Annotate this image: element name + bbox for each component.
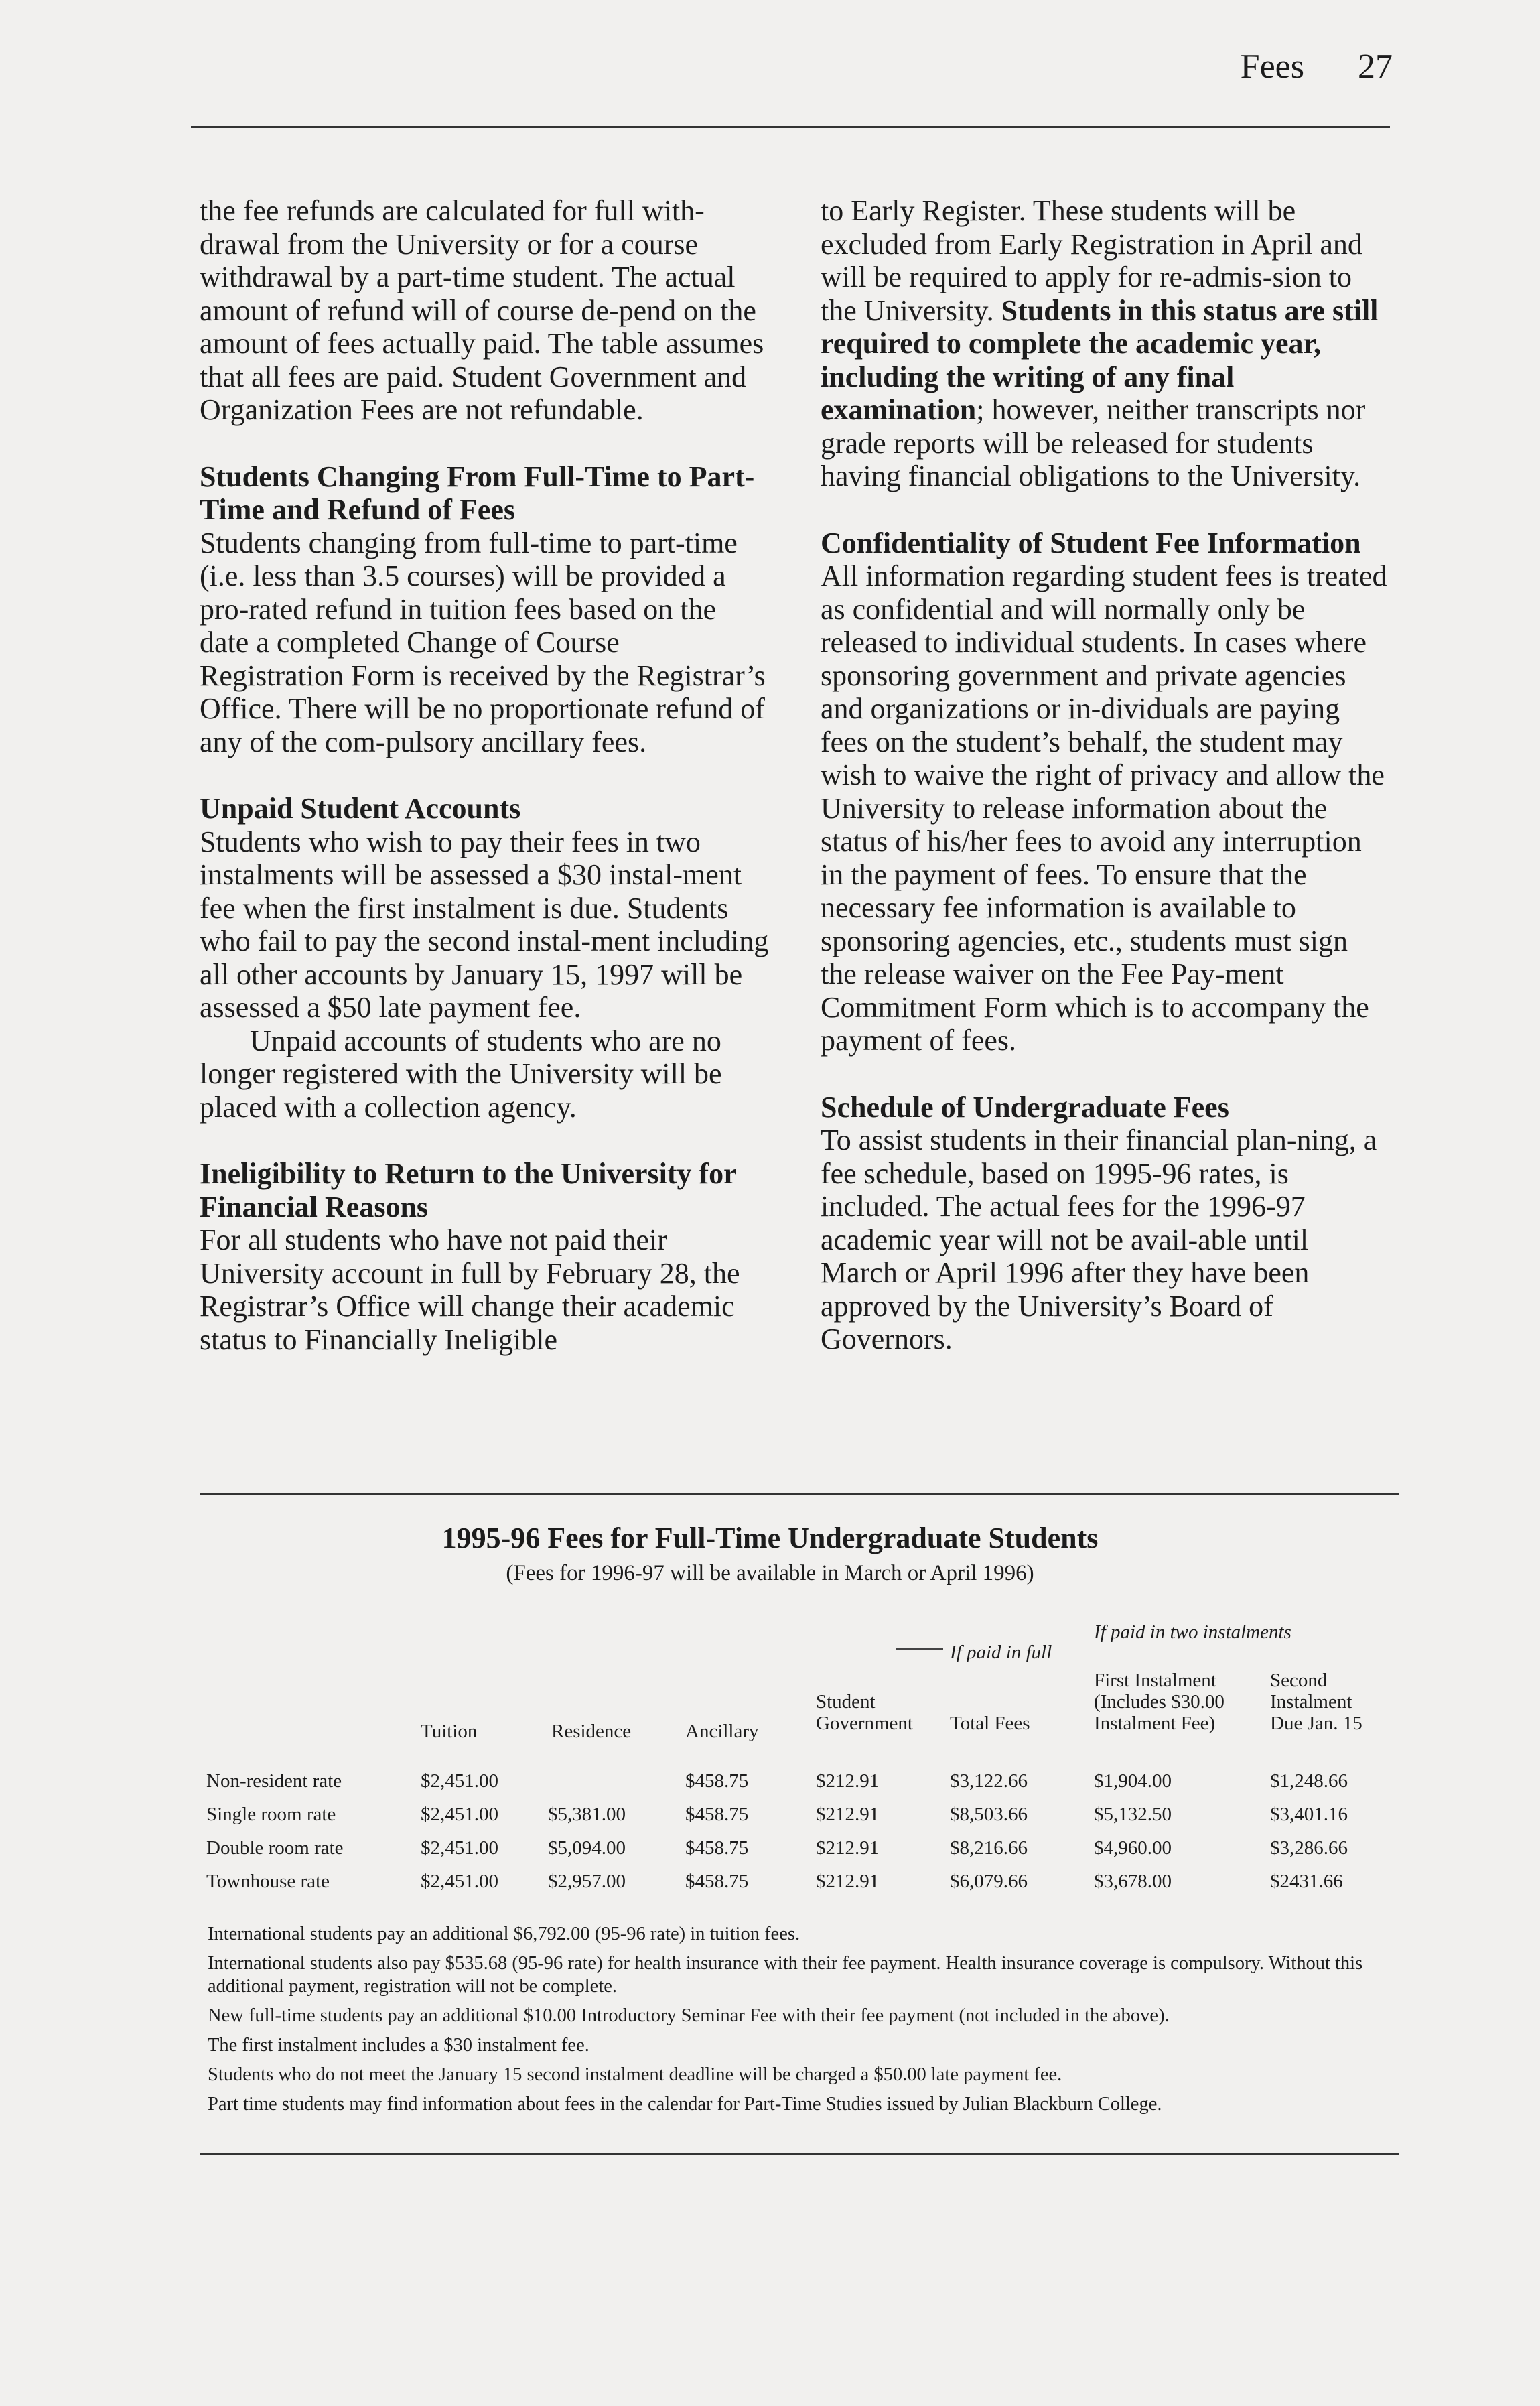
running-head [1241,47,1393,86]
fee-notes [208,1923,1393,2123]
heading-full-to-part-time: Students Changing From Full-Time to Part-Time and Refund of Fees [200,460,755,526]
first-instalment-cell: $1,904.00 [1094,1770,1172,1792]
header-first-instalment-3: Instalment Fee) [1094,1713,1216,1734]
tuition-cell: $2,451.00 [421,1871,498,1892]
ancillary-cell: $458.75 [685,1804,749,1825]
row-label: Non-resident rate [206,1770,342,1792]
table-row [200,1804,1399,1837]
table-row [200,1770,1399,1804]
schedule-paragraph: To assist students in their financial plan-ning, a fee schedule, based on 1995-96 rates, is included. The actual fees for the 1996-97 academic year will not be avail-able until March or April 1996 after they have been approved by the University’s Board of Governors. [821,1124,1377,1355]
header-total-fees: Total Fees [950,1713,1030,1734]
total-fees-cell: $6,079.66 [950,1871,1028,1892]
page-number: 27 [1358,48,1393,86]
early-register-text-end: ; however, neither transcripts nor grade reports will be released for students having financial obligations to the University. [821,393,1366,492]
ineligibility-paragraph: For all students who have not paid their University account in full by February 28, the Registrar’s Office will change their academic status to Financially Ineligible [200,1223,740,1356]
header-residence: Residence [551,1721,632,1742]
confidentiality-paragraph: All information regarding student fees is treated as confidential and will normally only be released to individual students. In cases where sponsoring government and private agencies and organizations or in-dividuals are paying fees on the student’s behalf, the student may wish to waive the right of privacy and allow the University to release information about the status of his/her fees to avoid any interruption in the payment of fees. To ensure that the necessary fee information is available to sponsoring agencies, etc., students must sign the release waiver on the Fee Pay-ment Commitment Form which is to accompany the payment of fees. [821,559,1387,1057]
section-title: Fees [1240,48,1304,86]
second-instalment-cell: $3,286.66 [1270,1837,1348,1859]
first-instalment-cell: $5,132.50 [1094,1804,1172,1825]
note-part-time: Part time students may find information about fees in the calendar for Part-Time Studies issued by Julian Blackburn College. [208,2094,1162,2115]
header-second-instalment-1: Second [1270,1670,1328,1691]
ancillary-cell: $458.75 [685,1871,749,1892]
second-instalment-cell: $1,248.66 [1270,1770,1348,1792]
second-instalment-cell: $3,401.16 [1270,1804,1348,1825]
student-gov-cell: $212.91 [816,1804,880,1825]
early-register-bold-text: Students in this status are still required to complete the academic year, including the writing of any final examination [821,293,1379,426]
collection-agency-paragraph: Unpaid accounts of students who are no longer registered with the University will be placed with a collection agency. [200,1024,722,1124]
tuition-cell: $2,451.00 [421,1804,498,1825]
heading-confidentiality: Confidentiality of Student Fee Information [821,526,1361,559]
header-first-instalment-2: (Includes $30.00 [1094,1691,1224,1713]
heading-schedule: Schedule of Undergraduate Fees [821,1090,1229,1124]
heading-ineligibility: Ineligibility to Return to the University for Financial Reasons [200,1157,736,1223]
header-student-gov-2: Government [816,1713,913,1734]
row-label: Double room rate [206,1837,344,1859]
header-rule [191,126,1390,128]
group-paid-full: If paid in full [950,1642,1052,1663]
note-introductory-seminar: New full-time students pay an additional $10.00 Introductory Seminar Fee with their fee payment (not included in the above). [208,2005,1170,2026]
total-fees-cell: $8,216.66 [950,1837,1028,1859]
header-second-instalment-2: Instalment [1270,1691,1352,1713]
full-to-part-time-paragraph: Students changing from full-time to part-time (i.e. less than 3.5 courses) will be provided a pro-rated refund in tuition fees based on the date a completed Change of Course Registration Form is received by the Registrar’s Office. There will be no proportionate refund of any of the com-pulsory ancillary fees. [200,526,766,758]
header-tuition: Tuition [421,1721,478,1742]
note-international-tuition: International students pay an additional $6,792.00 (95-96 rate) in tuition fees. [208,1924,800,1944]
total-fees-cell: $3,122.66 [950,1770,1028,1792]
header-second-instalment-3: Due Jan. 15 [1270,1713,1362,1734]
residence-cell: $5,381.00 [548,1804,626,1825]
student-gov-cell: $212.91 [816,1837,880,1859]
tuition-cell: $2,451.00 [421,1770,498,1792]
fee-table-title: 1995-96 Fees for Full-Time Undergraduate Students [441,1522,1099,1554]
first-instalment-cell: $4,960.00 [1094,1837,1172,1859]
note-late-payment: Students who do not meet the January 15 second instalment deadline will be charged a $50.00 late payment fee. [208,2064,1062,2085]
refund-paragraph: the fee refunds are calculated for full with-drawal from the University or for a course withdrawal by a part-time student. The actual amount of refund will of course de-pend on the amount of fees actually paid. The table assumes that all fees are paid. Student Government and Organization Fees are not refundable. [200,194,764,426]
paid-full-rule [896,1648,943,1650]
table-row [200,1871,1399,1904]
left-column [200,194,769,1356]
ancillary-cell: $458.75 [685,1770,749,1792]
first-instalment-cell: $3,678.00 [1094,1871,1172,1892]
header-ancillary: Ancillary [685,1721,759,1742]
early-register-text: to Early Register. These students will be excluded from Early Registration in April and will be required to apply for re-admis-sion to the University. [821,194,1362,327]
header-student-gov-1: Student [816,1691,876,1713]
table-top-rule [200,1493,1399,1495]
fee-table-subtitle: (Fees for 1996-97 will be available in March or April 1996) [506,1561,1034,1585]
unpaid-accounts-paragraph: Students who wish to pay their fees in two instalments will be assessed a $30 instal-ment fee when the first instalment is due. Students who fail to pay the second instal-ment including all other accounts by January 15, 1997 will be assessed a $50 late payment fee. [200,825,769,1024]
heading-unpaid-accounts: Unpaid Student Accounts [200,792,521,825]
table-row [200,1837,1399,1871]
residence-cell: $2,957.00 [548,1871,626,1892]
header-first-instalment-1: First Instalment [1094,1670,1216,1691]
total-fees-cell: $8,503.66 [950,1804,1028,1825]
right-column [821,194,1390,1356]
tuition-cell: $2,451.00 [421,1837,498,1859]
student-gov-cell: $212.91 [816,1871,880,1892]
ancillary-cell: $458.75 [685,1837,749,1859]
student-gov-cell: $212.91 [816,1770,880,1792]
second-instalment-cell: $2431.66 [1270,1871,1343,1892]
residence-cell: $5,094.00 [548,1837,626,1859]
early-register-paragraph [821,194,1390,493]
row-label: Townhouse rate [206,1871,330,1892]
note-first-instalment: The first instalment includes a $30 instalment fee. [208,2035,589,2056]
note-health-insurance: International students also pay $535.68 (95-96 rate) for health insurance with their fee payment. Health insurance coverage is compulsory. Without this additional payment, registration will not be complete. [208,1953,1363,1997]
row-label: Single room rate [206,1804,336,1825]
group-two-instalments: If paid in two instalments [1094,1621,1291,1643]
table-bottom-rule [200,2153,1399,2155]
